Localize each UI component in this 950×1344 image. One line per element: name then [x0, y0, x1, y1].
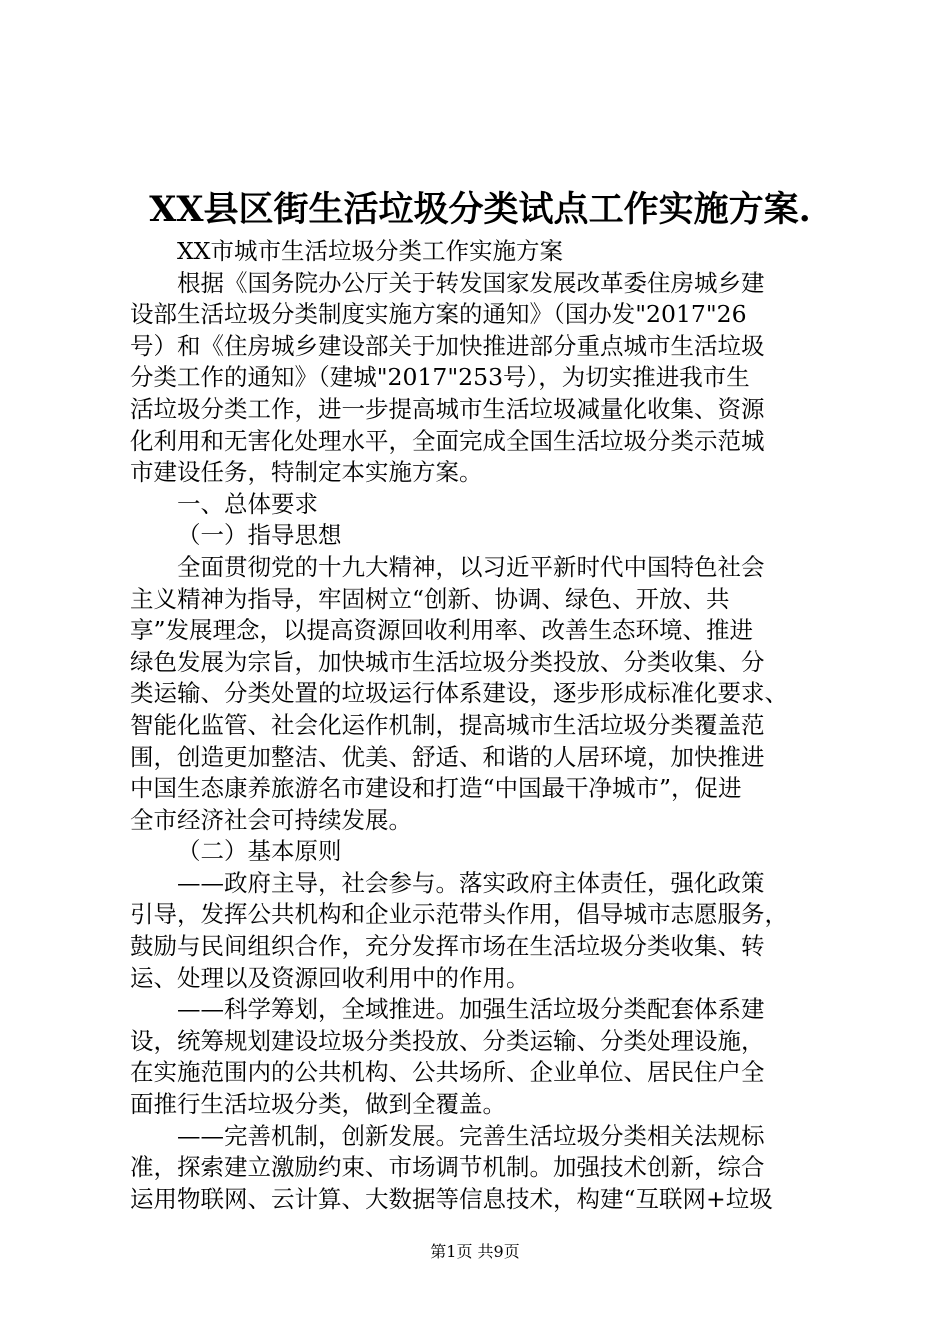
- body-text-line: ——政府主导，社会参与。落实政府主体责任，强化政策: [177, 868, 765, 897]
- body-text-line: 设部生活垃圾分类制度实施方案的通知》（国办发"2017"26: [130, 300, 747, 329]
- body-text-line: 运用物联网、云计算、大数据等信息技术，构建“互联网+垃圾: [130, 1184, 773, 1213]
- page-number-footer: 第1页 共9页: [430, 1242, 520, 1261]
- body-text-line: 中国生态康养旅游名市建设和打造“中国最干净城市”，促进: [130, 774, 742, 803]
- body-text-line: 类运输、分类处置的垃圾运行体系建设，逐步形成标准化要求、: [130, 679, 788, 708]
- body-text-line: （二）基本原则: [177, 837, 342, 866]
- body-text-line: 根据《国务院办公厅关于转发国家发展改革委住房城乡建: [177, 268, 765, 297]
- body-text-line: 引导，发挥公共机构和企业示范带头作用，倡导城市志愿服务，: [130, 900, 788, 929]
- body-text-line: 在实施范围内的公共机构、公共场所、企业单位、居民住户全: [130, 1058, 765, 1087]
- body-text-line: 智能化监管、社会化运作机制，提高城市生活垃圾分类覆盖范: [130, 710, 765, 739]
- document-body: [130, 236, 830, 1215]
- body-text-line: 分类工作的通知》（建城"2017"253号），为切实推进我市生: [130, 363, 750, 392]
- body-text-line: 运、处理以及资源回收利用中的作用。: [130, 963, 530, 992]
- body-text-line: ——科学筹划，全域推进。加强生活垃圾分类配套体系建: [177, 995, 765, 1024]
- body-text-line: 号）和《住房城乡建设部关于加快推进部分重点城市生活垃圾: [130, 331, 765, 360]
- body-text-line: 绿色发展为宗旨，加快城市生活垃圾分类投放、分类收集、分: [130, 647, 765, 676]
- body-text-line: 围，创造更加整洁、优美、舒适、和谐的人居环境，加快推进: [130, 742, 765, 771]
- body-text-line: 主义精神为指导，牢固树立“创新、协调、绿色、开放、共: [130, 584, 730, 613]
- body-text-line: 化利用和无害化处理水平，全面完成全国生活垃圾分类示范城: [130, 426, 765, 455]
- body-text-line: XX市城市生活垃圾分类工作实施方案: [177, 237, 563, 265]
- body-text-line: 市建设任务，特制定本实施方案。: [130, 458, 483, 487]
- document-title: XX县区街生活垃圾分类试点工作实施方案.: [149, 189, 811, 230]
- body-text-line: 活垃圾分类工作，进一步提高城市生活垃圾减量化收集、资源: [130, 394, 765, 423]
- body-text-line: 准，探索建立激励约束、市场调节机制。加强技术创新，综合: [130, 1153, 765, 1182]
- body-text-line: 设，统筹规划建设垃圾分类投放、分类运输、分类处理设施，: [130, 1026, 765, 1055]
- body-text-line: 面推行生活垃圾分类，做到全覆盖。: [130, 1090, 506, 1119]
- body-text-line: 享”发展理念，以提高资源回收利用率、改善生态环境、推进: [130, 616, 754, 645]
- body-text-line: 全市经济社会可持续发展。: [130, 805, 412, 834]
- body-text-line: ——完善机制，创新发展。完善生活垃圾分类相关法规标: [177, 1121, 765, 1150]
- body-text-line: 全面贯彻党的十九大精神，以习近平新时代中国特色社会: [177, 552, 765, 581]
- body-text-line: 鼓励与民间组织合作，充分发挥市场在生活垃圾分类收集、转: [130, 932, 765, 961]
- body-text-line: 一、总体要求: [177, 489, 318, 518]
- body-text-line: （一）指导思想: [177, 521, 342, 550]
